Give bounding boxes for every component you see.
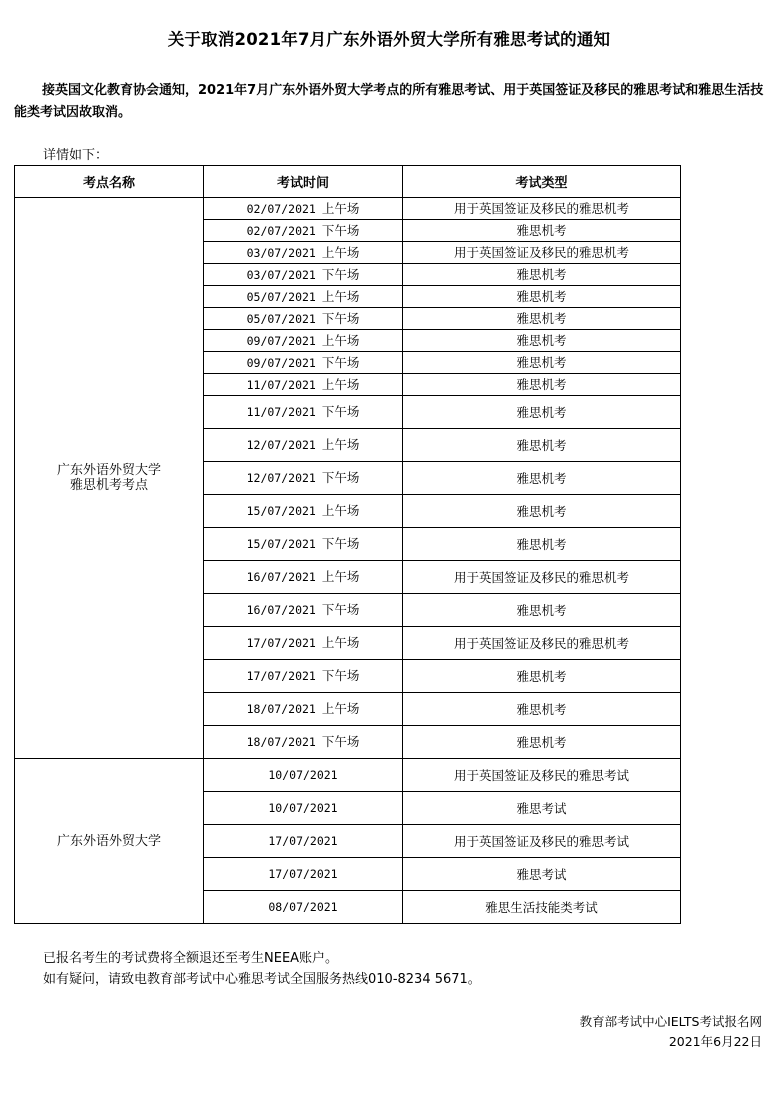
- exam-type-cell: 雅思机考: [403, 429, 681, 462]
- exam-time-cell: [204, 264, 403, 286]
- exam-session: 上午场: [321, 437, 360, 452]
- exam-session: 下午场: [321, 668, 360, 683]
- exam-time-cell: [204, 561, 403, 594]
- exam-time-cell: [204, 220, 403, 242]
- exam-date: 18/07/2021: [246, 735, 316, 749]
- exam-session: 下午场: [321, 470, 360, 485]
- exam-time-cell: [204, 330, 403, 352]
- venue-name: 广东外语外贸大学: [56, 463, 161, 478]
- exam-date: 12/07/2021: [246, 438, 316, 452]
- exam-type-cell: 用于英国签证及移民的雅思考试: [403, 759, 681, 792]
- exam-time-cell: [204, 429, 403, 462]
- exam-session: 上午场: [321, 244, 360, 260]
- exam-date: 10/07/2021: [268, 801, 338, 815]
- exam-date: 11/07/2021: [246, 377, 316, 392]
- header-venue: 考点名称: [15, 166, 204, 198]
- exam-date: 12/07/2021: [246, 471, 316, 485]
- exam-session: 下午场: [321, 536, 360, 551]
- exam-session: 下午场: [321, 354, 360, 370]
- exam-session: 下午场: [321, 404, 360, 419]
- intro-paragraph: [14, 80, 766, 124]
- exam-date: 17/07/2021: [246, 669, 316, 683]
- exam-time-cell: [204, 693, 403, 726]
- exam-type-cell: 雅思机考: [403, 220, 681, 242]
- table-row: [15, 759, 681, 792]
- exam-date: 09/07/2021: [246, 333, 316, 348]
- exam-date: 05/07/2021: [246, 311, 316, 326]
- exam-type-cell: 用于英国签证及移民的雅思机考: [403, 242, 681, 264]
- notice-title: 关于取消2021年7月广东外语外贸大学所有雅思考试的通知: [167, 30, 611, 49]
- exam-session: 上午场: [321, 332, 360, 348]
- venue-cell: [15, 198, 204, 759]
- intro-text: 接英国文化教育协会通知，2021年7月广东外语外贸大学考点的所有雅思考试、用于英国签证及移民的雅思考试和雅思生活技能类考试因故取消。: [14, 83, 764, 120]
- exam-session: 上午场: [321, 288, 360, 304]
- exam-date: 15/07/2021: [246, 537, 316, 551]
- exam-time-cell: [204, 726, 403, 759]
- cancellation-table: [14, 165, 681, 924]
- exam-time-cell: [204, 891, 403, 924]
- exam-time-cell: [204, 825, 403, 858]
- exam-time-cell: [204, 858, 403, 891]
- exam-type-cell: 雅思机考: [403, 462, 681, 495]
- exam-type-cell: 用于英国签证及移民的雅思机考: [403, 561, 681, 594]
- exam-time-cell: [204, 792, 403, 825]
- exam-date: 02/07/2021: [246, 223, 316, 238]
- exam-session: 下午场: [321, 602, 360, 617]
- exam-time-cell: [204, 462, 403, 495]
- exam-type-cell: 雅思机考: [403, 352, 681, 374]
- exam-type-cell: 雅思机考: [403, 374, 681, 396]
- exam-time-cell: [204, 528, 403, 561]
- exam-type-cell: 雅思机考: [403, 726, 681, 759]
- exam-date: 08/07/2021: [268, 900, 338, 914]
- exam-session: 上午场: [321, 701, 360, 716]
- footer-notes: [43, 948, 481, 990]
- exam-time-cell: [204, 495, 403, 528]
- venue-cell: [15, 759, 204, 924]
- exam-date: 17/07/2021: [268, 867, 338, 881]
- exam-type-cell: 雅思考试: [403, 792, 681, 825]
- exam-date: 16/07/2021: [246, 603, 316, 617]
- exam-type-cell: 雅思机考: [403, 264, 681, 286]
- exam-time-cell: [204, 286, 403, 308]
- exam-date: 03/07/2021: [246, 267, 316, 282]
- exam-date: 17/07/2021: [268, 834, 338, 848]
- exam-session: 上午场: [321, 635, 360, 650]
- exam-date: 02/07/2021: [246, 201, 316, 216]
- header-exam-type: 考试类型: [403, 166, 681, 198]
- signature-date: 2021年6月22日: [668, 1034, 762, 1049]
- exam-date: 16/07/2021: [246, 570, 316, 584]
- signature-org: 教育部考试中心IELTS考试报名网: [579, 1014, 762, 1029]
- exam-date: 15/07/2021: [246, 504, 316, 518]
- table-body: [15, 198, 681, 924]
- exam-time-cell: [204, 594, 403, 627]
- exam-type-cell: 雅思机考: [403, 528, 681, 561]
- details-label: 详情如下：: [43, 148, 109, 163]
- table-row: [15, 198, 681, 220]
- exam-session: 上午场: [321, 503, 360, 518]
- exam-type-cell: 雅思机考: [403, 594, 681, 627]
- exam-date: 05/07/2021: [246, 289, 316, 304]
- exam-session: 下午场: [321, 222, 360, 238]
- contact-note: 如有疑问，请致电教育部考试中心雅思考试全国服务热线010-8234 5671。: [43, 972, 481, 987]
- exam-session: 下午场: [321, 310, 360, 326]
- exam-time-cell: [204, 374, 403, 396]
- exam-type-cell: 雅思机考: [403, 660, 681, 693]
- exam-session: 下午场: [321, 266, 360, 282]
- exam-date: 17/07/2021: [246, 636, 316, 650]
- exam-type-cell: 用于英国签证及移民的雅思机考: [403, 627, 681, 660]
- header-exam-time: 考试时间: [204, 166, 403, 198]
- exam-time-cell: [204, 627, 403, 660]
- exam-session: 下午场: [321, 734, 360, 749]
- exam-session: 上午场: [321, 200, 360, 216]
- exam-type-cell: 用于英国签证及移民的雅思考试: [403, 825, 681, 858]
- venue-subname: 雅思机考考点: [69, 478, 148, 493]
- exam-type-cell: 雅思生活技能类考试: [403, 891, 681, 924]
- signature-block: [580, 1012, 762, 1052]
- exam-type-cell: 雅思机考: [403, 693, 681, 726]
- exam-type-cell: 雅思机考: [403, 308, 681, 330]
- exam-date: 18/07/2021: [246, 702, 316, 716]
- exam-date: 11/07/2021: [246, 405, 316, 419]
- exam-time-cell: [204, 308, 403, 330]
- exam-time-cell: [204, 242, 403, 264]
- exam-time-cell: [204, 759, 403, 792]
- exam-time-cell: [204, 198, 403, 220]
- refund-note: 已报名考生的考试费将全额退还至考生NEEA账户。: [43, 951, 339, 966]
- exam-date: 09/07/2021: [246, 355, 316, 370]
- exam-type-cell: 雅思机考: [403, 286, 681, 308]
- exam-time-cell: [204, 396, 403, 429]
- exam-date: 10/07/2021: [268, 768, 338, 782]
- table-header-row: [15, 166, 681, 198]
- exam-type-cell: 用于英国签证及移民的雅思机考: [403, 198, 681, 220]
- exam-time-cell: [204, 352, 403, 374]
- venue-name: 广东外语外贸大学: [56, 833, 161, 849]
- exam-session: 上午场: [321, 376, 360, 392]
- exam-type-cell: 雅思机考: [403, 495, 681, 528]
- exam-type-cell: 雅思考试: [403, 858, 681, 891]
- exam-session: 上午场: [321, 569, 360, 584]
- exam-date: 03/07/2021: [246, 245, 316, 260]
- exam-type-cell: 雅思机考: [403, 396, 681, 429]
- exam-time-cell: [204, 660, 403, 693]
- exam-type-cell: 雅思机考: [403, 330, 681, 352]
